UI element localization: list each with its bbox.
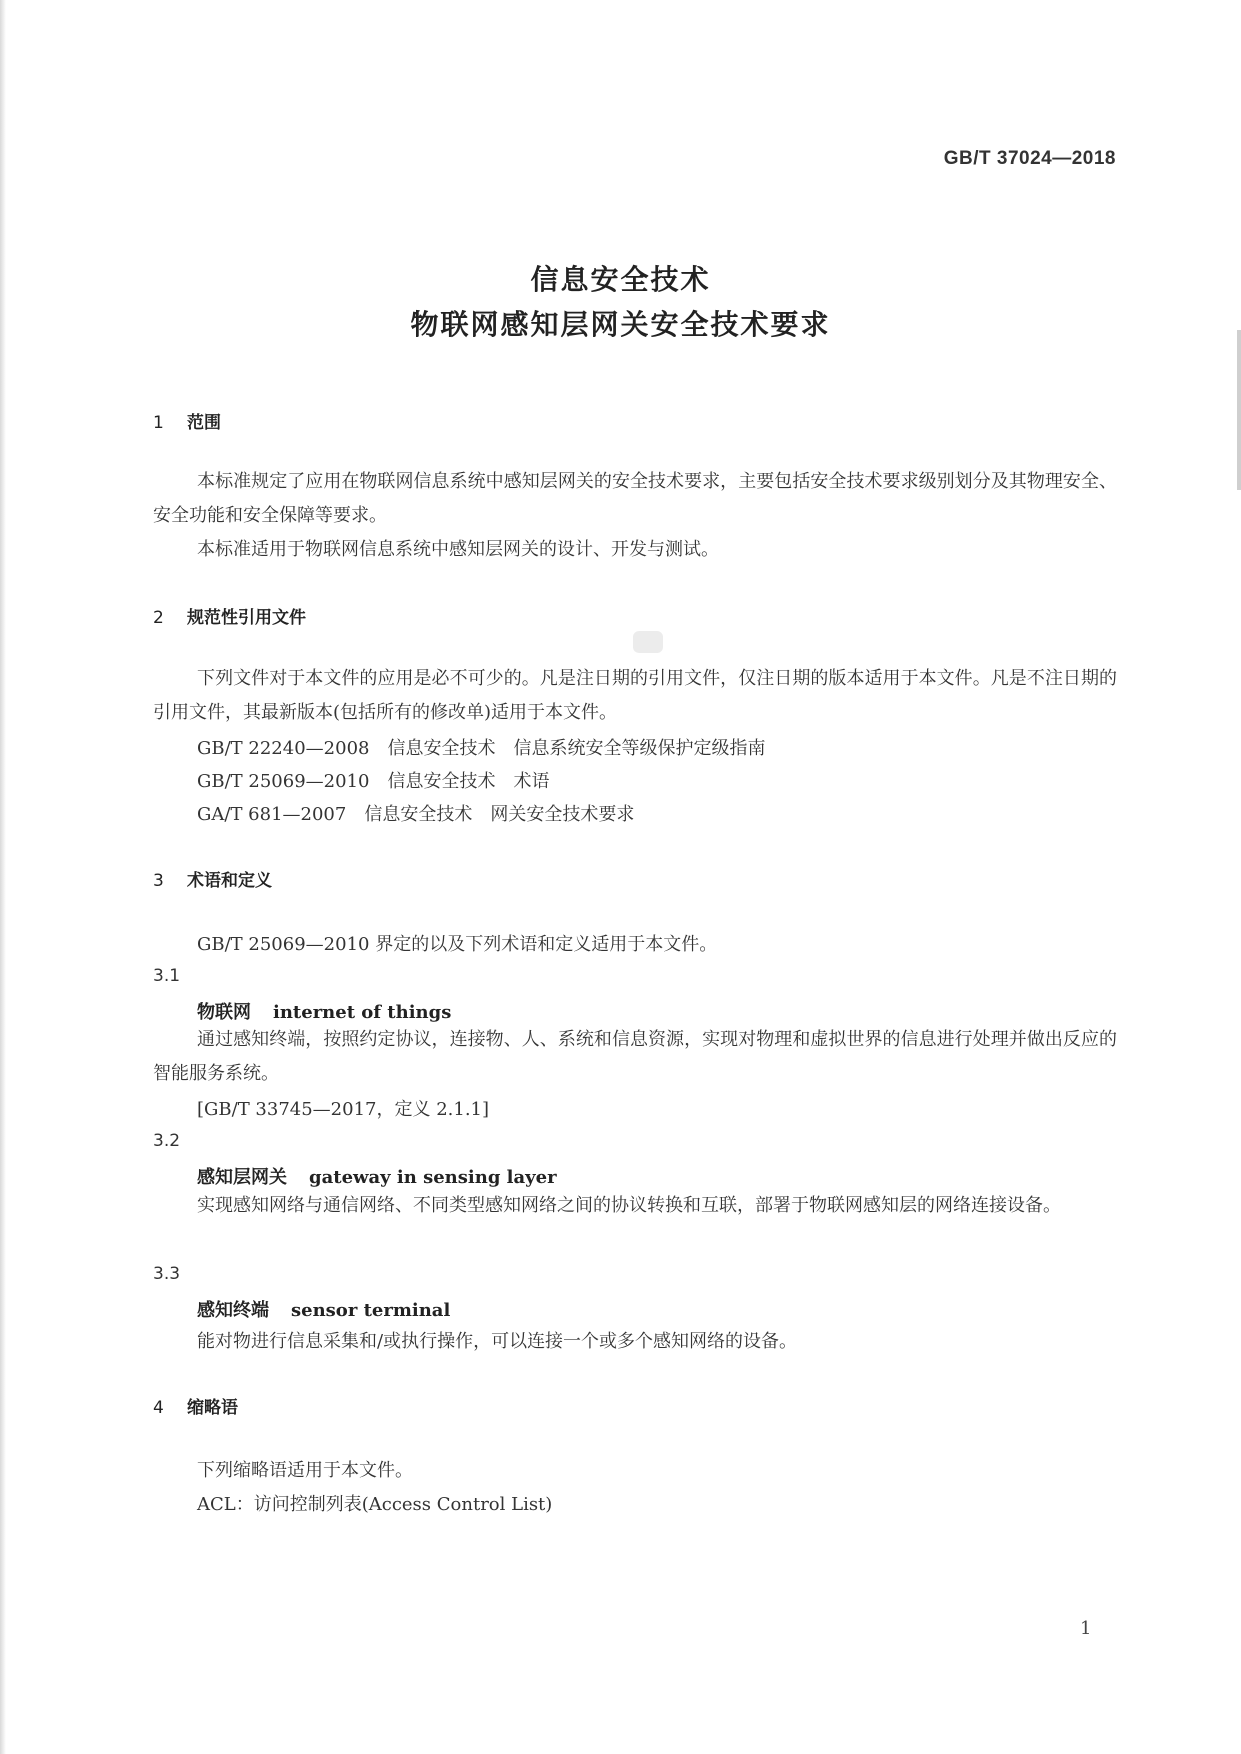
section-number: 4 [153, 1398, 164, 1418]
term-chinese: 感知层网关 [197, 1167, 287, 1188]
section-title: 术语和定义 [187, 871, 272, 891]
paragraph-text: 本标准适用于物联网信息系统中感知层网关的设计、开发与测试。 [197, 539, 719, 560]
paragraph-text: 本标准规定了应用在物联网信息系统中感知层网关的安全技术要求，主要包括安全技术要求级别划分及其物理安全、安全功能和安全保障等要求。 [153, 471, 1117, 526]
reference-item: GB/T 22240—2008 信息安全技术 信息系统安全等级保护定级指南 [197, 738, 766, 759]
section-title: 范围 [187, 413, 221, 433]
term-number: 3.2 [153, 1131, 181, 1151]
section-title: 缩略语 [187, 1398, 238, 1418]
reference-item: GB/T 25069—2010 信息安全技术 术语 [197, 771, 550, 792]
abbreviation-item: ACL：访问控制列表(Access Control List) [197, 1494, 553, 1515]
section-3-intro: GB/T 25069—2010 界定的以及下列术语和定义适用于本文件。 [197, 934, 718, 955]
section-2-paragraph-1 [153, 662, 1117, 730]
section-heading-3 [153, 866, 272, 891]
section-number: 2 [153, 608, 164, 628]
document-title-line2: 物联网感知层网关安全技术要求 [410, 308, 831, 341]
section-heading-1 [153, 408, 221, 433]
section-1-paragraph-2 [153, 533, 1117, 567]
page-right-edge [1237, 330, 1241, 490]
term-definition [153, 1189, 1117, 1223]
reference-item: GA/T 681—2007 信息安全技术 网关安全技术要求 [197, 804, 635, 825]
section-heading-4 [153, 1393, 238, 1418]
term-definition: 能对物进行信息采集和/或执行操作，可以连接一个或多个感知网络的设备。 [197, 1331, 798, 1352]
section-number: 3 [153, 871, 164, 891]
definition-text: 通过感知终端，按照约定协议，连接物、人、系统和信息资源，实现对物理和虚拟世界的信息进行处理并做出反应的智能服务系统。 [153, 1029, 1117, 1084]
watermark-mark [633, 631, 663, 653]
term-english: gateway in sensing layer [309, 1167, 557, 1188]
term-number: 3.1 [153, 966, 181, 986]
term-entry [197, 998, 451, 1024]
term-number: 3.3 [153, 1264, 181, 1284]
section-4-intro: 下列缩略语适用于本文件。 [197, 1460, 413, 1481]
document-title-line1: 信息安全技术 [530, 263, 711, 296]
term-english: sensor terminal [291, 1300, 451, 1321]
term-entry [197, 1163, 557, 1189]
paragraph-text: 下列文件对于本文件的应用是必不可少的。凡是注日期的引用文件，仅注日期的版本适用于本文件。凡是不注日期的引用文件，其最新版本(包括所有的修改单)适用于本文件。 [153, 668, 1117, 723]
term-chinese: 感知终端 [197, 1300, 269, 1321]
section-heading-2 [153, 603, 306, 628]
term-entry [197, 1296, 450, 1322]
term-english: internet of things [273, 1002, 452, 1023]
section-number: 1 [153, 413, 164, 433]
page-number: 1 [1080, 1618, 1092, 1639]
definition-text: 实现感知网络与通信网络、不同类型感知网络之间的协议转换和互联，部署于物联网感知层的网络连接设备。 [197, 1195, 1061, 1216]
standard-code: GB/T 37024—2018 [943, 148, 1116, 169]
term-source: [GB/T 33745—2017，定义 2.1.1] [197, 1099, 490, 1120]
term-definition [153, 1023, 1117, 1091]
section-title: 规范性引用文件 [187, 608, 306, 628]
term-chinese: 物联网 [197, 1002, 251, 1023]
section-1-paragraph-1 [153, 465, 1117, 533]
